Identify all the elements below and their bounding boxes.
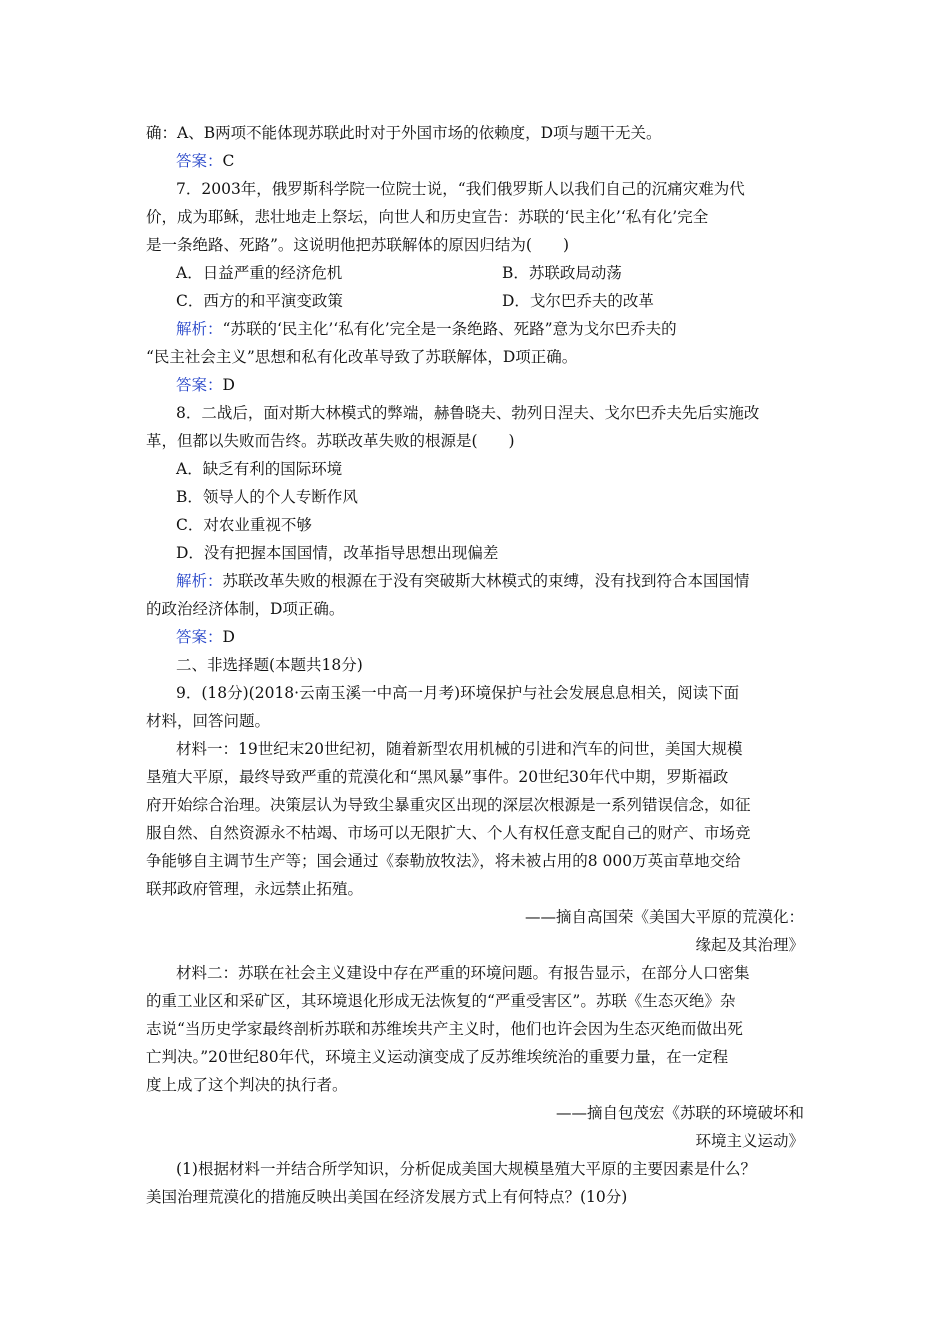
option-c: C．西方的和平演变政策 bbox=[176, 292, 343, 310]
material-2-text: 亡判决。”20世纪80年代，环境主义运动演变成了反苏维埃统治的重要力量，在一定程 bbox=[146, 1048, 729, 1066]
sub-question-1: (1)根据材料一并结合所学知识，分析促成美国大规模垦殖大平原的主要因素是什么？ bbox=[176, 1160, 756, 1178]
answer-value: C bbox=[222, 152, 235, 170]
question-9-stem: 9．(18分)(2018·云南玉溪一中高一月考)环境保护与社会发展息息相关，阅读下面 bbox=[176, 684, 740, 702]
answer-value: D bbox=[222, 376, 235, 394]
explanation-text: 苏联改革失败的根源在于没有突破斯大林模式的束缚，没有找到符合本国国情 bbox=[222, 572, 750, 590]
source-citation-2: 环境主义运动》 bbox=[695, 1132, 804, 1150]
option-a: A．日益严重的经济危机 bbox=[176, 264, 343, 282]
option-a: A．缺乏有利的国际环境 bbox=[176, 460, 343, 478]
material-1-text: 服自然、自然资源永不枯竭、市场可以无限扩大、个人有权任意支配自己的财产、市场竞 bbox=[146, 824, 751, 842]
option-b: B．苏联政局动荡 bbox=[502, 264, 622, 282]
question-9-stem: 材料，回答问题。 bbox=[146, 712, 271, 730]
material-1-text: 联邦政府管理，永远禁止拓殖。 bbox=[146, 880, 364, 898]
question-7-options-row bbox=[176, 291, 654, 311]
question-8-stem: 革，但都以失败而告终。苏联改革失败的根源是( ) bbox=[146, 432, 515, 450]
answer-label: 答案： bbox=[176, 152, 223, 170]
explanation-8 bbox=[176, 571, 750, 591]
explanation-text: 的政治经济体制，D项正确。 bbox=[146, 600, 345, 618]
source-citation-2: ——摘自包茂宏《苏联的环境破坏和 bbox=[555, 1104, 804, 1122]
material-1-text: 争能够自主调节生产等；国会通过《泰勒放牧法》，将未被占用的8 000万英亩草地交给 bbox=[146, 852, 741, 870]
answer-line-7 bbox=[176, 375, 235, 395]
answer-line-6 bbox=[176, 151, 234, 171]
question-8-stem: 8．二战后，面对斯大林模式的弊端，赫鲁晓夫、勃列日涅夫、戈尔巴乔夫先后实施改 bbox=[176, 404, 760, 422]
explanation-label: 解析： bbox=[176, 572, 223, 590]
option-d: D．没有把握本国国情，改革指导思想出现偏差 bbox=[176, 544, 499, 562]
question-7-stem: 价，成为耶稣，悲壮地走上祭坛，向世人和历史宣告：苏联的‘民主化’‘私有化’完全 bbox=[146, 208, 709, 226]
question-7-stem: 是一条绝路、死路”。这说明他把苏联解体的原因归结为( ) bbox=[146, 236, 570, 254]
material-1-text: 材料一：19世纪末20世纪初，随着新型农用机械的引进和汽车的问世，美国大规模 bbox=[176, 740, 743, 758]
material-2-text: 材料二：苏联在社会主义建设中存在严重的环境问题。有报告显示，在部分人口密集 bbox=[176, 964, 750, 982]
section-heading: 二、非选择题(本题共18分) bbox=[176, 656, 363, 674]
explanation-label: 解析： bbox=[176, 320, 223, 338]
source-citation-1: 缘起及其治理》 bbox=[695, 936, 804, 954]
explanation-7 bbox=[176, 319, 677, 339]
question-7-options-row bbox=[176, 263, 622, 283]
material-1-text: 垦殖大平原，最终导致严重的荒漠化和“黑风暴”事件。20世纪30年代中期，罗斯福政 bbox=[146, 768, 729, 786]
explanation-text: “苏联的‘民主化’‘私有化’完全是一条绝路、死路”意为戈尔巴乔夫的 bbox=[222, 320, 677, 338]
explanation-text: “民主社会主义”思想和私有化改革导致了苏联解体，D项正确。 bbox=[146, 348, 578, 366]
option-d: D．戈尔巴乔夫的改革 bbox=[502, 292, 654, 310]
material-2-text: 志说“当历史学家最终剖析苏联和苏维埃共产主义时，他们也许会因为生态灭绝而做出死 bbox=[146, 1020, 743, 1038]
option-c: C．对农业重视不够 bbox=[176, 516, 312, 534]
question-7-stem: 7．2003年，俄罗斯科学院一位院士说，“我们俄罗斯人以我们自己的沉痛灾难为代 bbox=[176, 180, 745, 198]
source-citation-1: ——摘自高国荣《美国大平原的荒漠化： bbox=[524, 908, 804, 926]
material-1-text: 府开始综合治理。决策层认为导致尘暴重灾区出现的深层次根源是一系列错误信念，如征 bbox=[146, 796, 751, 814]
answer-line-8 bbox=[176, 627, 235, 647]
option-b: B．领导人的个人专断作风 bbox=[176, 488, 358, 506]
answer-value: D bbox=[222, 628, 235, 646]
material-2-text: 的重工业区和采矿区，其环境退化形成无法恢复的“严重受害区”。苏联《生态灭绝》杂 bbox=[146, 992, 736, 1010]
answer-label: 答案： bbox=[176, 376, 223, 394]
text-line: 确：A、B两项不能体现苏联此时对于外国市场的依赖度，D项与题干无关。 bbox=[146, 124, 662, 142]
answer-label: 答案： bbox=[176, 628, 223, 646]
sub-question-1: 美国治理荒漠化的措施反映出美国在经济发展方式上有何特点？(10分) bbox=[146, 1188, 628, 1206]
material-2-text: 度上成了这个判决的执行者。 bbox=[146, 1076, 348, 1094]
